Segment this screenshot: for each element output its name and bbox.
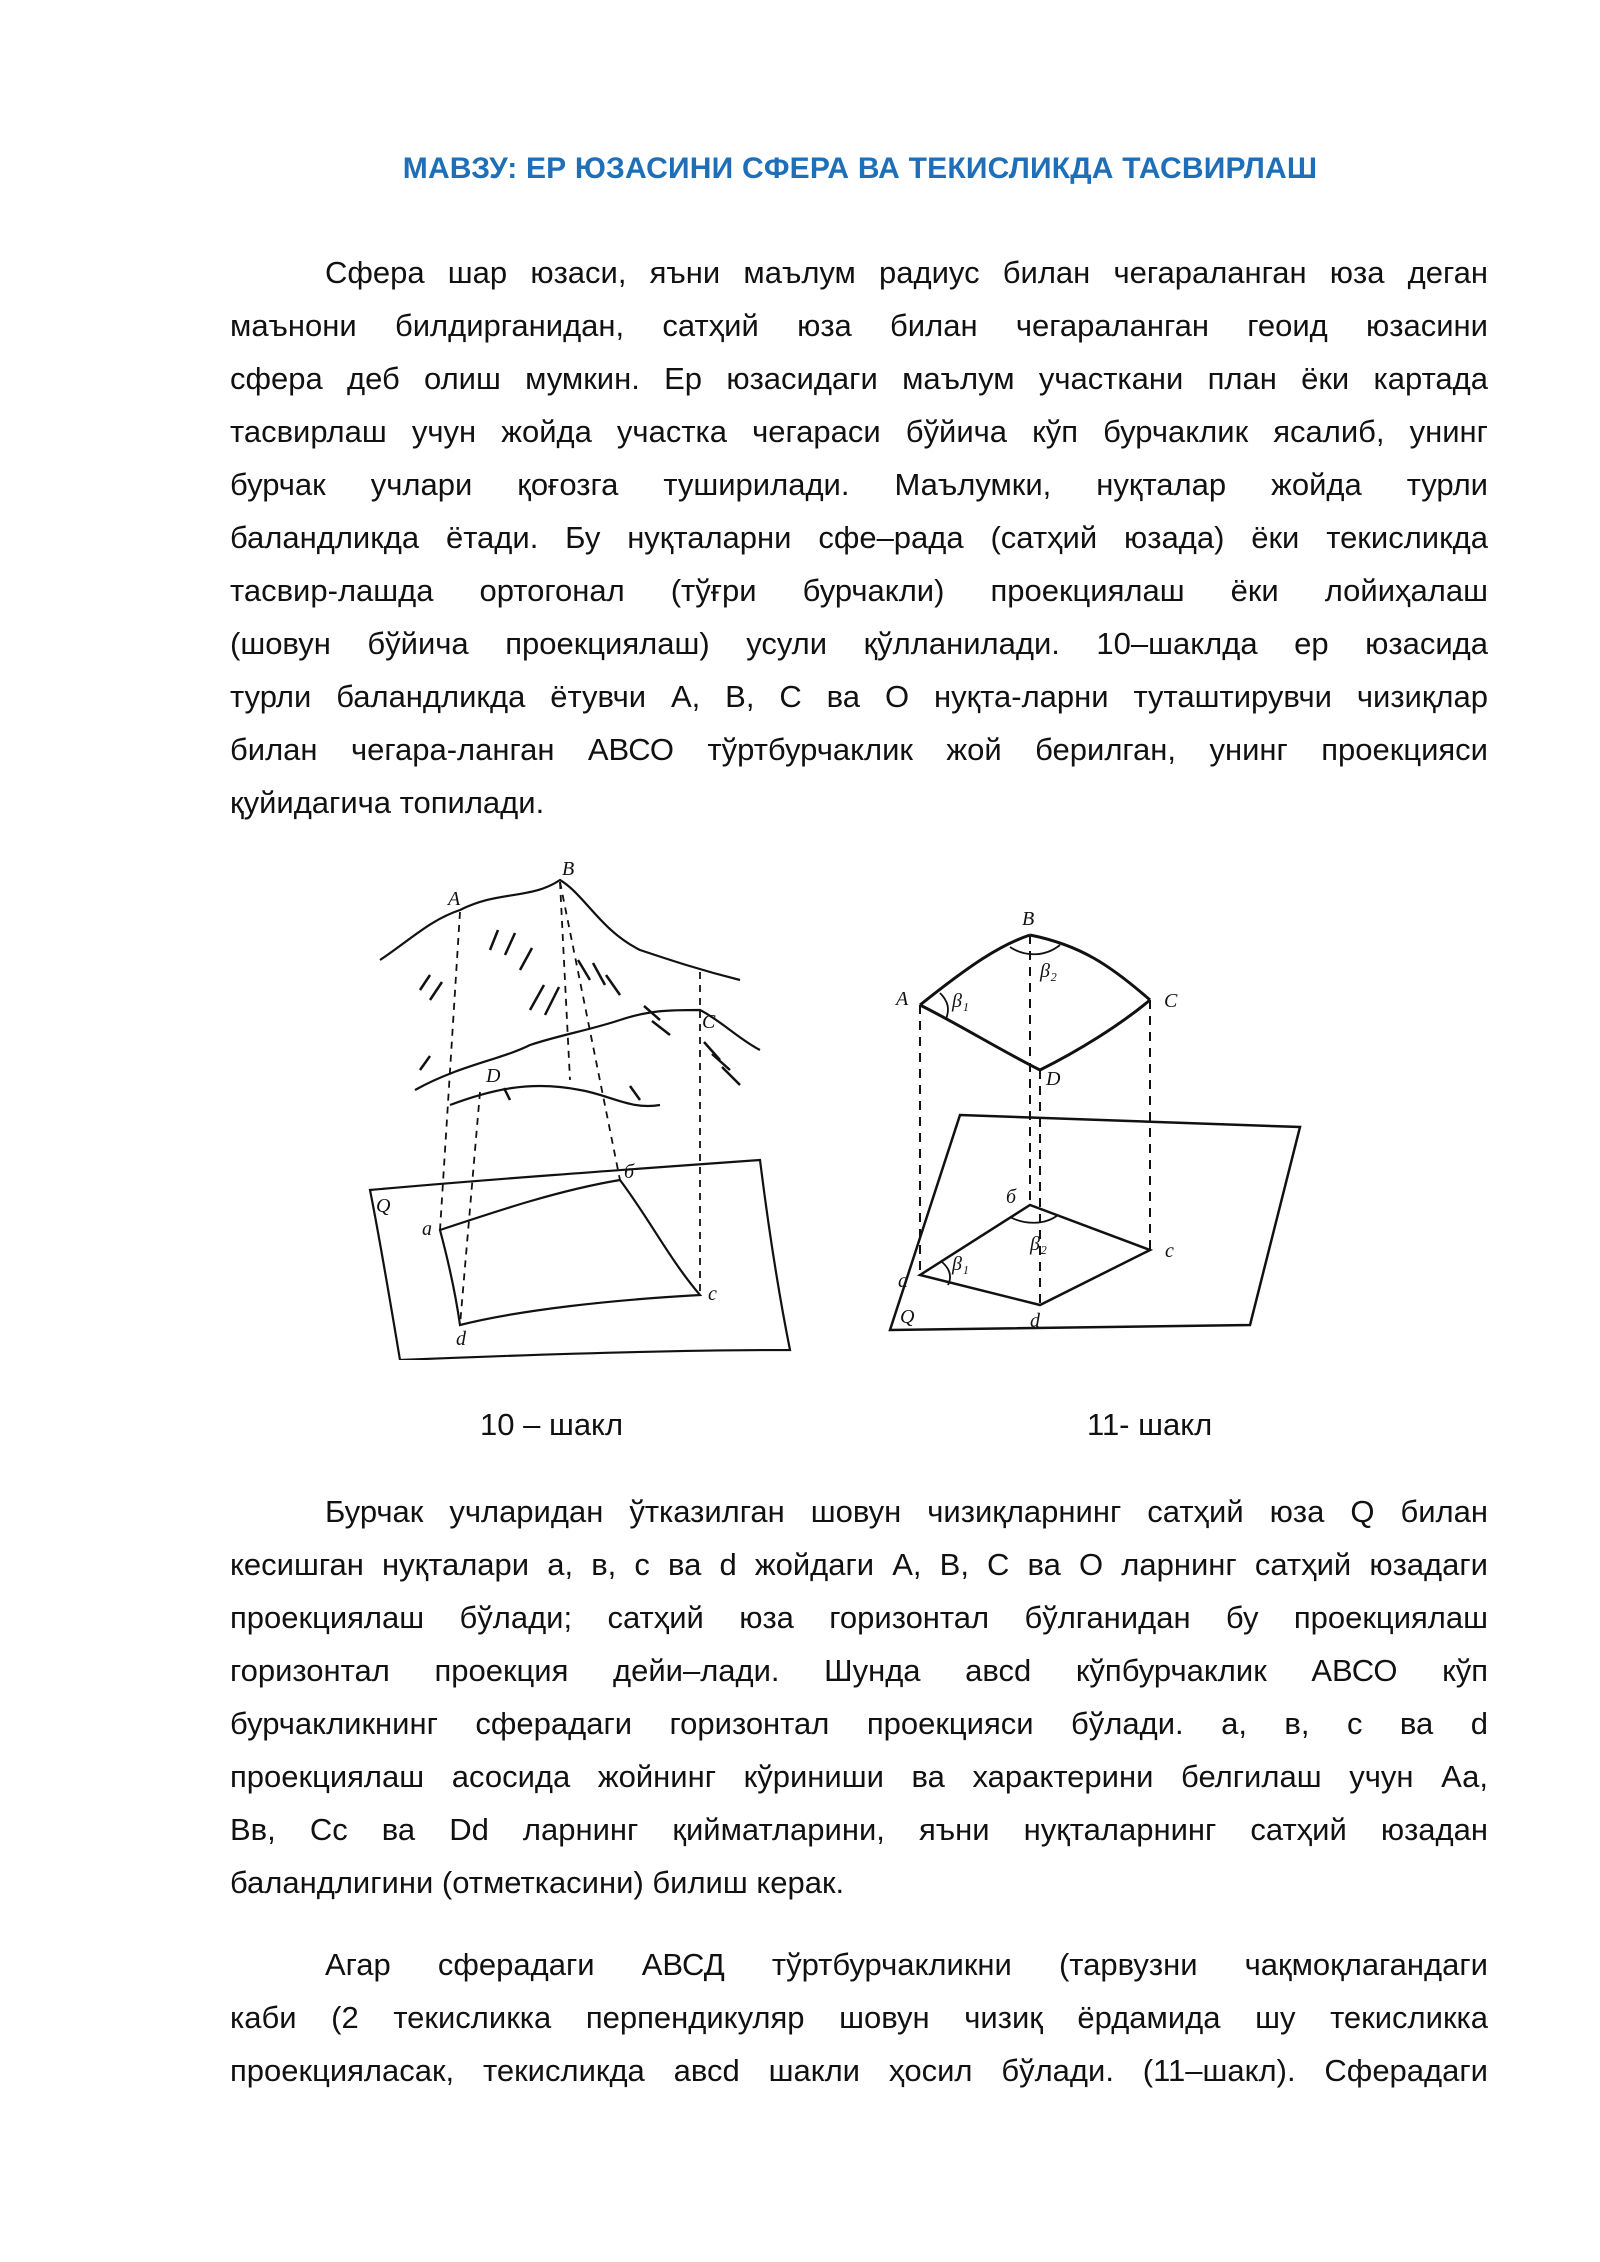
text-line: Сфера шар юзаси, яъни маълум радиус билан чегараланган юза деган <box>325 255 1488 290</box>
label-C: C <box>702 1011 716 1033</box>
text-line: турли баландликда ётувчи А, В, С ва О нуқта-ларни туташтирувчи чизиқлар <box>230 679 1488 714</box>
text-line: бурчакликнинг сферадаги горизонтал проекцияси бўлади. а, в, с ва d <box>230 1706 1488 1741</box>
paragraph-3 <box>230 1938 1488 2097</box>
text-line: бурчак учлари қоғозга туширилади. Маълумки, нуқталар жойда турли <box>230 467 1488 502</box>
label-B: B <box>1022 908 1035 930</box>
label-A: A <box>896 988 909 1010</box>
text-line: баландлигини (отметкасини) билиш керак. <box>230 1865 845 1900</box>
text-line: проекциялаш асосида жойнинг кўриниши ва характерини белгилаш учун Аа, <box>230 1759 1488 1794</box>
page-title: МАВЗУ: ЕР ЮЗАСИНИ СФЕРА ВА ТЕКИСЛИКДА ТАСВИРЛАШ <box>402 152 1318 185</box>
text-line: билан чегара-ланган АВСО тўртбурчаклик жой берилган, унинг проекцияси <box>230 732 1488 767</box>
paragraph-1 <box>230 246 1488 829</box>
terrain-ridge-line <box>380 880 740 980</box>
sphere-quad-dc <box>1040 1000 1150 1070</box>
label-c: c <box>1165 1240 1174 1262</box>
text-line: проекциялаш бўлади; сатҳий юза горизонтал бўлганидан бу проекциялаш <box>230 1600 1488 1635</box>
label-Q: Q <box>900 1306 915 1328</box>
surface-q-outline <box>370 1160 790 1360</box>
label-B: B <box>562 860 575 880</box>
text-line: қуйидагича топилади. <box>230 785 545 820</box>
label-D: D <box>486 1065 501 1087</box>
label-d: d <box>456 1328 466 1350</box>
text-line: Вв, Сс ва Dd ларнинг қийматларини, яъни нуқталарнинг сатҳий юзадан <box>230 1812 1488 1847</box>
text-line: тасвирлаш учун жойда участка чегараси бўйича кўп бурчаклик ясалиб, унинг <box>230 414 1488 449</box>
label-a: a <box>422 1218 432 1240</box>
text-line: проекцияласак, текисликда авсd шакли ҳосил бўлади. (11–шакл). Сферадаги <box>230 2053 1488 2088</box>
label-a: a <box>898 1270 908 1292</box>
text-line: кесишган нуқталари а, в, с ва d жойдаги А, В, С ва О ларнинг сатҳий юзадаги <box>230 1547 1488 1582</box>
text-line: каби (2 текисликка перпендикуляр шовун чизиқ ёрдамида шу текисликка <box>230 2000 1488 2035</box>
label-beta1: β₁ <box>952 990 969 1012</box>
text-line: сфера деб олиш мумкин. Ер юзасидаги маълум участкани план ёки картада <box>230 361 1488 396</box>
label-C: C <box>1164 990 1178 1012</box>
figure-11-caption: 11- шакл <box>1087 1407 1213 1442</box>
label-b: б <box>624 1161 635 1183</box>
text-line: баландликда ётади. Бу нуқталарни сфе–рада (сатҳий юзада) ёки текисликда <box>230 520 1488 555</box>
label-D: D <box>1046 1068 1061 1090</box>
label-c: c <box>708 1283 717 1305</box>
projection-abcd <box>440 1180 700 1325</box>
sphere-quad-ab <box>920 935 1030 1005</box>
label-Q: Q <box>376 1195 391 1217</box>
text-line: тасвир-лашда ортогонал (тўғри бурчакли) проекциялаш ёки лойиҳалаш <box>230 573 1488 608</box>
figure-10-terrain-projection <box>360 860 800 1360</box>
text-line: (шовун бўйича проекциялаш) усули қўлланилади. 10–шаклда ер юзасида <box>230 626 1488 661</box>
sphere-quad-ad <box>920 1005 1040 1070</box>
label-beta1-projected: β₁ <box>952 1253 969 1275</box>
figure-10-caption: 10 – шакл <box>480 1407 624 1442</box>
plane-q-outline <box>890 1115 1300 1330</box>
label-beta2: β₂ <box>1040 960 1057 982</box>
label-beta2-projected: β₂ <box>1030 1233 1047 1255</box>
text-line: горизонтал проекция дейи–лади. Шунда авсd кўпбурчаклик АВСО кўп <box>230 1653 1488 1688</box>
paragraph-2 <box>230 1485 1488 1909</box>
label-d: d <box>1030 1310 1040 1332</box>
text-line: Бурчак учларидан ўтказилган шовун чизиқларнинг сатҳий юза Q билан <box>325 1494 1488 1529</box>
figure-11-sphere-projection <box>880 905 1320 1350</box>
figure-10-labels <box>376 860 717 1350</box>
label-A: A <box>448 888 461 910</box>
text-line: маънони билдирганидан, сатҳий юза билан чегараланган геоид юзасини <box>230 308 1488 343</box>
terrain-front-line <box>450 1086 660 1106</box>
label-b: б <box>1006 1186 1017 1208</box>
text-line: Агар сферадаги АВСД тўртбурчакликни (тарвузни чақмоқлагандаги <box>325 1947 1488 1982</box>
